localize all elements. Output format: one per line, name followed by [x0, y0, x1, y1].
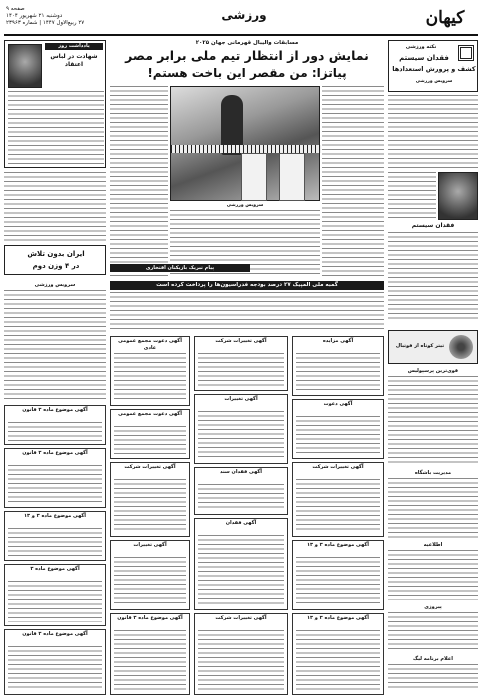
left-body-text [4, 172, 106, 242]
ad-16: آگهی فقدان [194, 518, 288, 610]
ad-6: آگهی دعوت مجمع عمومی عادی [110, 336, 190, 406]
ad-1: آگهی موضوع ماده ۳ قانون [4, 405, 106, 445]
author-portrait [8, 44, 42, 88]
promo-label: تیتر کوتاه از فوتبال [395, 343, 445, 349]
date-line: دوشنبه ۲۱ شهریور ۱۴۰۴ [6, 13, 63, 19]
ad-9: آگهی دعوت مجمع عمومی [110, 409, 190, 459]
main-headline: نمایش دور از انتظار تیم ملی برابر مصر [125, 48, 369, 63]
ad-12: آگهی تغییرات شرکت [110, 462, 190, 537]
right-body-text-3 [388, 232, 478, 322]
volleyball-photo [170, 86, 320, 201]
right-title-2: کشف و پرورش استعدادها [392, 65, 476, 73]
right-column [388, 40, 478, 325]
mid-banner: گمبه ملی المپیک ۲۷ درصد بودجه فدراسیون‌ها را پرداخت کرده است [110, 281, 384, 290]
right-body-text [388, 95, 478, 170]
mid-banner-2: پیام تبریک بازیکنان افتخاری [110, 264, 250, 272]
sidebar-body-4 [388, 612, 478, 652]
ad-3: آگهی موضوع ماده ۳ و ۱۳ [4, 511, 106, 561]
box-title-2: در ۴ وزن دوم [32, 262, 80, 270]
sidebar-headline-1: قوی‌ترین پرسپولیس [407, 368, 459, 374]
page-number: صفحه ۹ [6, 6, 25, 12]
main-body-right [322, 86, 384, 276]
ad-18: آگهی موضوع ماده ۳ قانون [110, 613, 190, 695]
right-body-text-2 [388, 172, 436, 220]
ad-4: آگهی موضوع ماده ۳ [4, 564, 106, 626]
left-column [4, 40, 106, 278]
player-figure-2 [241, 153, 267, 201]
sidebar-body-2 [388, 478, 478, 538]
ad-19: آگهی تغییرات شرکت [194, 613, 288, 695]
net [171, 145, 321, 153]
main-subheadline: پیاتزا: من مقصر این باخت هستم! [147, 66, 347, 80]
promo-box [388, 330, 478, 364]
kicker: مسابقات والیبال قهرمانی جهان ۲۰۲۵ [195, 40, 299, 46]
right-sidebar-news [388, 330, 478, 690]
sidebar-body-1 [388, 376, 478, 466]
editorial-logo-icon [458, 45, 474, 61]
left-news [4, 282, 106, 402]
issue-line: ۲۷ ربیع‌الاول ۱۴۴۷ | شماره ۲۳۹۶۳ [6, 20, 85, 26]
main-body-left [110, 86, 168, 276]
sidebar-headline-4: پیروزی [424, 604, 442, 610]
sidebar-headline-3: اطلاعیه [423, 542, 443, 548]
right-photo [438, 172, 478, 220]
left-news-title: سرویس ورزشی [34, 282, 76, 288]
ad-20: آگهی موضوع ماده ۳ و ۱۳ [292, 613, 384, 695]
ad-2: آگهی موضوع ماده ۳ قانون [4, 448, 106, 508]
right-byline: سرویس ورزشی [415, 79, 453, 84]
right-title-1: فقدان سیستم [399, 54, 449, 62]
sidebar-body-5 [388, 664, 478, 688]
promo-icon [449, 335, 473, 359]
main-story [110, 40, 384, 278]
weight-box [4, 245, 106, 275]
ad-15: آگهی تغییرات [110, 540, 190, 610]
sidebar-headline-5: اعلام برنامه لیگ [413, 656, 453, 662]
photo-caption: سرویس ورزشی [226, 203, 264, 208]
left-news-body [4, 290, 106, 400]
ad-13: آگهی فقدان سند [194, 467, 288, 515]
section-title: ورزشی [221, 8, 267, 22]
ad-8: آگهی مزایده [292, 336, 384, 396]
sidebar-headline-2: مدیریت باشگاه [414, 470, 452, 476]
sidebar-body-3 [388, 550, 478, 600]
mid-body [110, 292, 384, 332]
opinion-label: یادداشت روز [45, 43, 103, 50]
ad-7: آگهی تغییرات شرکت [194, 336, 288, 391]
right-column-header [388, 40, 478, 92]
player-figure-3 [279, 153, 305, 201]
ad-5: آگهی موضوع ماده ۳ قانون [4, 629, 106, 695]
opinion-title: شهادت در لباس اعتقاد [50, 53, 98, 68]
ad-10: آگهی تغییرات [194, 394, 288, 464]
right-subhead: فقدان سیستم [411, 222, 455, 229]
ad-11: آگهی دعوت [292, 399, 384, 459]
opinion-body [8, 91, 104, 165]
opinion-box [4, 40, 106, 168]
right-tag: نکته ورزشی [405, 44, 437, 50]
issue-info [6, 6, 116, 27]
ad-14: آگهی تغییرات شرکت [292, 462, 384, 537]
newspaper-logo: کیهان [425, 8, 465, 28]
box-title-1: ایران بدون تلاش [27, 250, 85, 258]
masthead [4, 4, 478, 36]
ad-17: آگهی موضوع ماده ۳ و ۱۳ [292, 540, 384, 610]
